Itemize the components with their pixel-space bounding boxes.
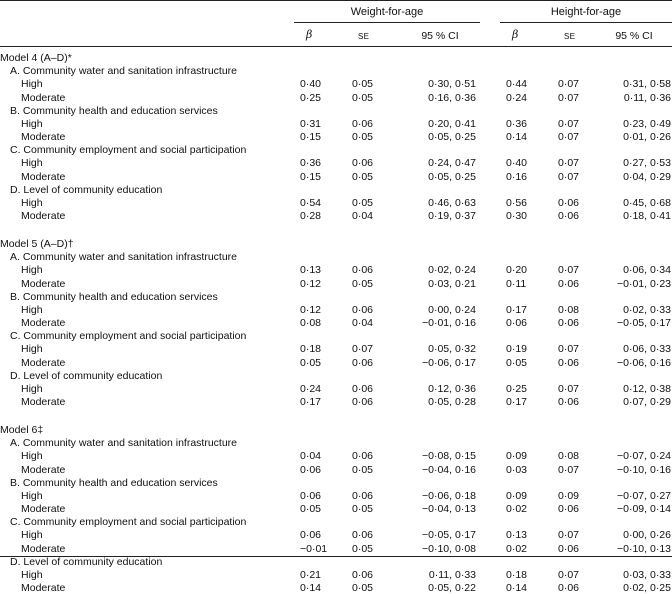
weight-ci-value: 0·02, 0·24 — [428, 264, 476, 277]
height-ci-value: −0·09, 0·14 — [617, 503, 671, 516]
height-group-rule — [500, 22, 672, 23]
height-ci-value: 0·06, 0·33 — [623, 343, 671, 356]
height-ci-header: 95 % CI — [615, 30, 653, 42]
weight-beta-value: 0·54 — [300, 197, 322, 209]
height-beta-value: 0·30 — [506, 210, 528, 223]
height-beta-value: 0·36 — [506, 117, 528, 130]
height-ci-value: 0·18, 0·41 — [623, 210, 671, 223]
weight-group-rule — [294, 22, 480, 23]
height-beta-value: 0·18 — [506, 569, 528, 581]
weight-se-value: 0·06 — [352, 303, 374, 316]
weight-beta-value: 0·05 — [300, 503, 322, 516]
row-label: Moderate — [21, 91, 66, 104]
weight-se-value: 0·07 — [352, 343, 374, 356]
weight-beta-header: β — [306, 28, 313, 41]
weight-beta-value: 0·15 — [300, 170, 322, 183]
row-label: High — [21, 569, 43, 581]
weight-beta-value: 0·28 — [300, 210, 322, 223]
weight-ci-value: 0·46, 0·63 — [428, 197, 476, 209]
weight-beta-value: 0·25 — [300, 91, 322, 104]
height-se-value: 0·06 — [558, 582, 580, 594]
height-for-age-header: Height-for-age — [550, 6, 622, 18]
weight-beta-value: 0·05 — [300, 356, 322, 369]
row-label: High — [21, 78, 43, 91]
weight-se-value: 0·04 — [352, 210, 374, 223]
weight-beta-value: 0·40 — [300, 78, 322, 91]
height-beta-value: 0·14 — [506, 131, 528, 144]
weight-beta-value: 0·18 — [300, 343, 322, 356]
height-se-value: 0·07 — [558, 157, 580, 170]
height-ci-value: 0·31, 0·58 — [623, 78, 671, 91]
weight-ci-value: 0·05, 0·28 — [428, 396, 476, 409]
weight-se-value: 0·06 — [352, 117, 374, 130]
weight-ci-value: 0·00, 0·24 — [428, 303, 476, 316]
row-label: Moderate — [21, 317, 66, 330]
height-ci-value: −0·05, 0·17 — [617, 317, 671, 330]
weight-se-value: 0·05 — [352, 277, 374, 290]
height-ci-value: 0·07, 0·29 — [623, 396, 671, 409]
weight-beta-value: 0·13 — [300, 264, 322, 277]
height-beta-value: 0·05 — [506, 356, 528, 369]
height-ci-value: −0·07, 0·24 — [617, 450, 671, 463]
weight-ci-value: 0·12, 0·36 — [428, 383, 476, 395]
weight-ci-value: 0·05, 0·25 — [428, 170, 476, 183]
height-beta-value: 0·09 — [506, 450, 528, 463]
weight-se-value: 0·04 — [352, 317, 374, 330]
weight-ci-value: 0·05, 0·32 — [428, 343, 476, 356]
height-se-value: 0·06 — [558, 542, 580, 555]
weight-se-value: 0·05 — [352, 582, 374, 594]
weight-ci-value: −0·04, 0·13 — [422, 503, 476, 516]
section-title: D. Level of community education — [10, 369, 163, 382]
weight-se-value: 0·06 — [352, 569, 374, 581]
height-ci-value: 0·06, 0·34 — [623, 264, 671, 277]
weight-ci-header: 95 % CI — [421, 30, 459, 42]
weight-ci-value: 0·16, 0·36 — [428, 91, 476, 104]
height-beta-value: 0·20 — [506, 264, 528, 277]
section-title: C. Community employment and social participation — [10, 330, 247, 343]
height-se-value: 0·06 — [558, 317, 580, 330]
row-label: Moderate — [21, 503, 66, 516]
section-title: B. Community health and education services — [10, 476, 218, 489]
height-se-value: 0·07 — [558, 569, 580, 581]
weight-se-value: 0·06 — [352, 383, 374, 395]
section-title: A. Community water and sanitation infrastructure — [10, 65, 238, 78]
weight-se-value: 0·05 — [352, 197, 374, 209]
height-ci-value: −0·10, 0·16 — [617, 463, 671, 476]
weight-ci-value: −0·06, 0·17 — [422, 356, 476, 369]
row-label: Moderate — [21, 463, 66, 476]
height-beta-value: 0·09 — [506, 489, 528, 502]
section-title: A. Community water and sanitation infrastructure — [10, 251, 238, 264]
weight-beta-value: 0·31 — [300, 117, 322, 130]
weight-beta-value: 0·06 — [300, 529, 322, 542]
weight-ci-value: 0·03, 0·21 — [428, 277, 476, 290]
weight-se-value: 0·06 — [352, 157, 374, 170]
weight-ci-value: 0·24, 0·47 — [428, 157, 476, 170]
height-beta-value: 0·17 — [506, 396, 528, 409]
weight-beta-value: 0·06 — [300, 463, 322, 476]
height-ci-value: 0·02, 0·25 — [623, 582, 671, 594]
weight-ci-value: 0·05, 0·22 — [428, 582, 476, 594]
height-se-value: 0·07 — [558, 529, 580, 542]
weight-se-header: SE — [358, 32, 370, 41]
height-beta-value: 0·44 — [506, 78, 528, 91]
weight-se-value: 0·05 — [352, 131, 374, 144]
weight-se-value: 0·05 — [352, 463, 374, 476]
section-title: B. Community health and education services — [10, 290, 218, 303]
height-se-value: 0·07 — [558, 78, 580, 91]
height-beta-value: 0·17 — [506, 303, 528, 316]
height-ci-value: −0·10, 0·13 — [617, 542, 671, 555]
height-se-value: 0·07 — [558, 117, 580, 130]
weight-ci-value: −0·04, 0·16 — [422, 463, 476, 476]
height-ci-value: 0·27, 0·53 — [623, 157, 671, 170]
height-ci-value: −0·07, 0·27 — [617, 489, 671, 502]
height-se-value: 0·07 — [558, 170, 580, 183]
weight-se-value: 0·06 — [352, 529, 374, 542]
height-se-value: 0·07 — [558, 463, 580, 476]
row-label: High — [21, 529, 43, 542]
row-label: Moderate — [21, 170, 66, 183]
weight-beta-value: −0·01 — [300, 542, 328, 555]
row-label: Moderate — [21, 582, 66, 594]
weight-se-value: 0·06 — [352, 396, 374, 409]
section-title: D. Level of community education — [10, 183, 163, 196]
model-title: Model 4 (A–D)* — [0, 52, 72, 64]
row-label: High — [21, 117, 43, 130]
height-beta-value: 0·03 — [506, 463, 528, 476]
weight-se-value: 0·06 — [352, 264, 374, 277]
row-label: Moderate — [21, 131, 66, 144]
weight-se-value: 0·05 — [352, 91, 374, 104]
height-ci-value: −0·06, 0·16 — [617, 356, 671, 369]
height-se-value: 0·06 — [558, 277, 580, 290]
height-beta-value: 0·56 — [506, 197, 528, 209]
weight-beta-value: 0·15 — [300, 131, 322, 144]
weight-beta-value: 0·17 — [300, 396, 322, 409]
height-ci-value: 0·01, 0·26 — [623, 131, 671, 144]
weight-ci-value: 0·19, 0·37 — [428, 210, 476, 223]
row-label: Moderate — [21, 542, 66, 555]
height-ci-value: 0·04, 0·29 — [623, 170, 671, 183]
row-label: High — [21, 343, 43, 356]
weight-ci-value: −0·08, 0·15 — [422, 450, 476, 463]
section-title: C. Community employment and social participation — [10, 516, 247, 529]
weight-beta-value: 0·24 — [300, 383, 322, 395]
row-label: High — [21, 450, 43, 463]
height-beta-value: 0·02 — [506, 542, 528, 555]
row-label: High — [21, 489, 43, 502]
weight-beta-value: 0·12 — [300, 303, 322, 316]
weight-ci-value: 0·05, 0·25 — [428, 131, 476, 144]
height-se-value: 0·07 — [558, 91, 580, 104]
row-label: High — [21, 303, 43, 316]
row-label: Moderate — [21, 356, 66, 369]
section-title: D. Level of community education — [10, 555, 163, 568]
row-label: High — [21, 383, 43, 395]
height-beta-value: 0·16 — [506, 170, 528, 183]
model-title: Model 6‡ — [0, 424, 44, 436]
weight-beta-value: 0·06 — [300, 489, 322, 502]
weight-ci-value: −0·05, 0·17 — [422, 529, 476, 542]
height-se-value: 0·08 — [558, 303, 580, 316]
height-beta-value: 0·11 — [506, 277, 527, 290]
height-beta-value: 0·02 — [506, 503, 528, 516]
weight-ci-value: −0·01, 0·16 — [422, 317, 476, 330]
row-label: Moderate — [21, 210, 66, 223]
weight-beta-value: 0·21 — [300, 569, 322, 581]
height-se-value: 0·06 — [558, 210, 580, 223]
height-beta-value: 0·40 — [506, 157, 528, 170]
weight-se-value: 0·05 — [352, 78, 374, 91]
weight-beta-value: 0·08 — [300, 317, 322, 330]
height-se-value: 0·07 — [558, 264, 580, 277]
height-beta-header: β — [512, 28, 519, 41]
height-beta-value: 0·14 — [506, 582, 528, 594]
height-se-value: 0·07 — [558, 343, 580, 356]
height-se-header: SE — [564, 32, 576, 41]
section-title: A. Community water and sanitation infrastructure — [10, 437, 238, 450]
weight-beta-value: 0·36 — [300, 157, 322, 170]
weight-ci-value: 0·30, 0·51 — [428, 78, 476, 91]
weight-ci-value: 0·20, 0·41 — [428, 117, 476, 130]
height-se-value: 0·07 — [558, 131, 580, 144]
weight-se-value: 0·05 — [352, 503, 374, 516]
height-ci-value: 0·45, 0·68 — [623, 197, 671, 209]
section-title: B. Community health and education services — [10, 104, 218, 117]
weight-se-value: 0·06 — [352, 489, 374, 502]
section-title: C. Community employment and social participation — [10, 144, 247, 157]
weight-ci-value: 0·11, 0·33 — [428, 569, 476, 581]
model-title: Model 5 (A–D)† — [0, 238, 74, 250]
height-beta-value: 0·24 — [506, 91, 528, 104]
weight-ci-value: −0·10, 0·08 — [422, 542, 476, 555]
top-rule — [0, 0, 672, 1]
height-ci-value: −0·01, 0·23 — [617, 277, 671, 290]
row-label: High — [21, 157, 43, 170]
weight-beta-value: 0·14 — [300, 582, 322, 594]
height-se-value: 0·06 — [558, 356, 580, 369]
height-se-value: 0·06 — [558, 503, 580, 516]
height-beta-value: 0·06 — [506, 317, 528, 330]
header-bottom-rule — [0, 46, 672, 47]
height-se-value: 0·07 — [558, 383, 580, 395]
weight-se-value: 0·05 — [352, 170, 374, 183]
weight-se-value: 0·05 — [352, 542, 374, 555]
height-beta-value: 0·13 — [506, 529, 528, 542]
height-ci-value: 0·23, 0·49 — [623, 117, 671, 130]
row-label: High — [21, 197, 43, 209]
height-ci-value: 0·00, 0·26 — [623, 529, 671, 542]
height-se-value: 0·06 — [558, 396, 580, 409]
weight-se-value: 0·06 — [352, 356, 374, 369]
weight-se-value: 0·06 — [352, 450, 374, 463]
height-ci-value: 0·11, 0·36 — [623, 91, 671, 104]
height-beta-value: 0·19 — [506, 343, 528, 356]
weight-beta-value: 0·04 — [300, 450, 322, 463]
height-se-value: 0·06 — [558, 197, 580, 209]
weight-ci-value: −0·06, 0·18 — [422, 489, 476, 502]
height-ci-value: 0·03, 0·33 — [623, 569, 671, 581]
row-label: Moderate — [21, 277, 66, 290]
height-beta-value: 0·25 — [506, 383, 528, 395]
height-se-value: 0·08 — [558, 450, 580, 463]
row-label: High — [21, 264, 43, 277]
weight-beta-value: 0·12 — [300, 277, 322, 290]
row-label: Moderate — [21, 396, 66, 409]
height-se-value: 0·09 — [558, 489, 580, 502]
height-ci-value: 0·12, 0·38 — [623, 383, 671, 395]
weight-for-age-header: Weight-for-age — [350, 6, 424, 18]
height-ci-value: 0·02, 0·33 — [623, 303, 671, 316]
